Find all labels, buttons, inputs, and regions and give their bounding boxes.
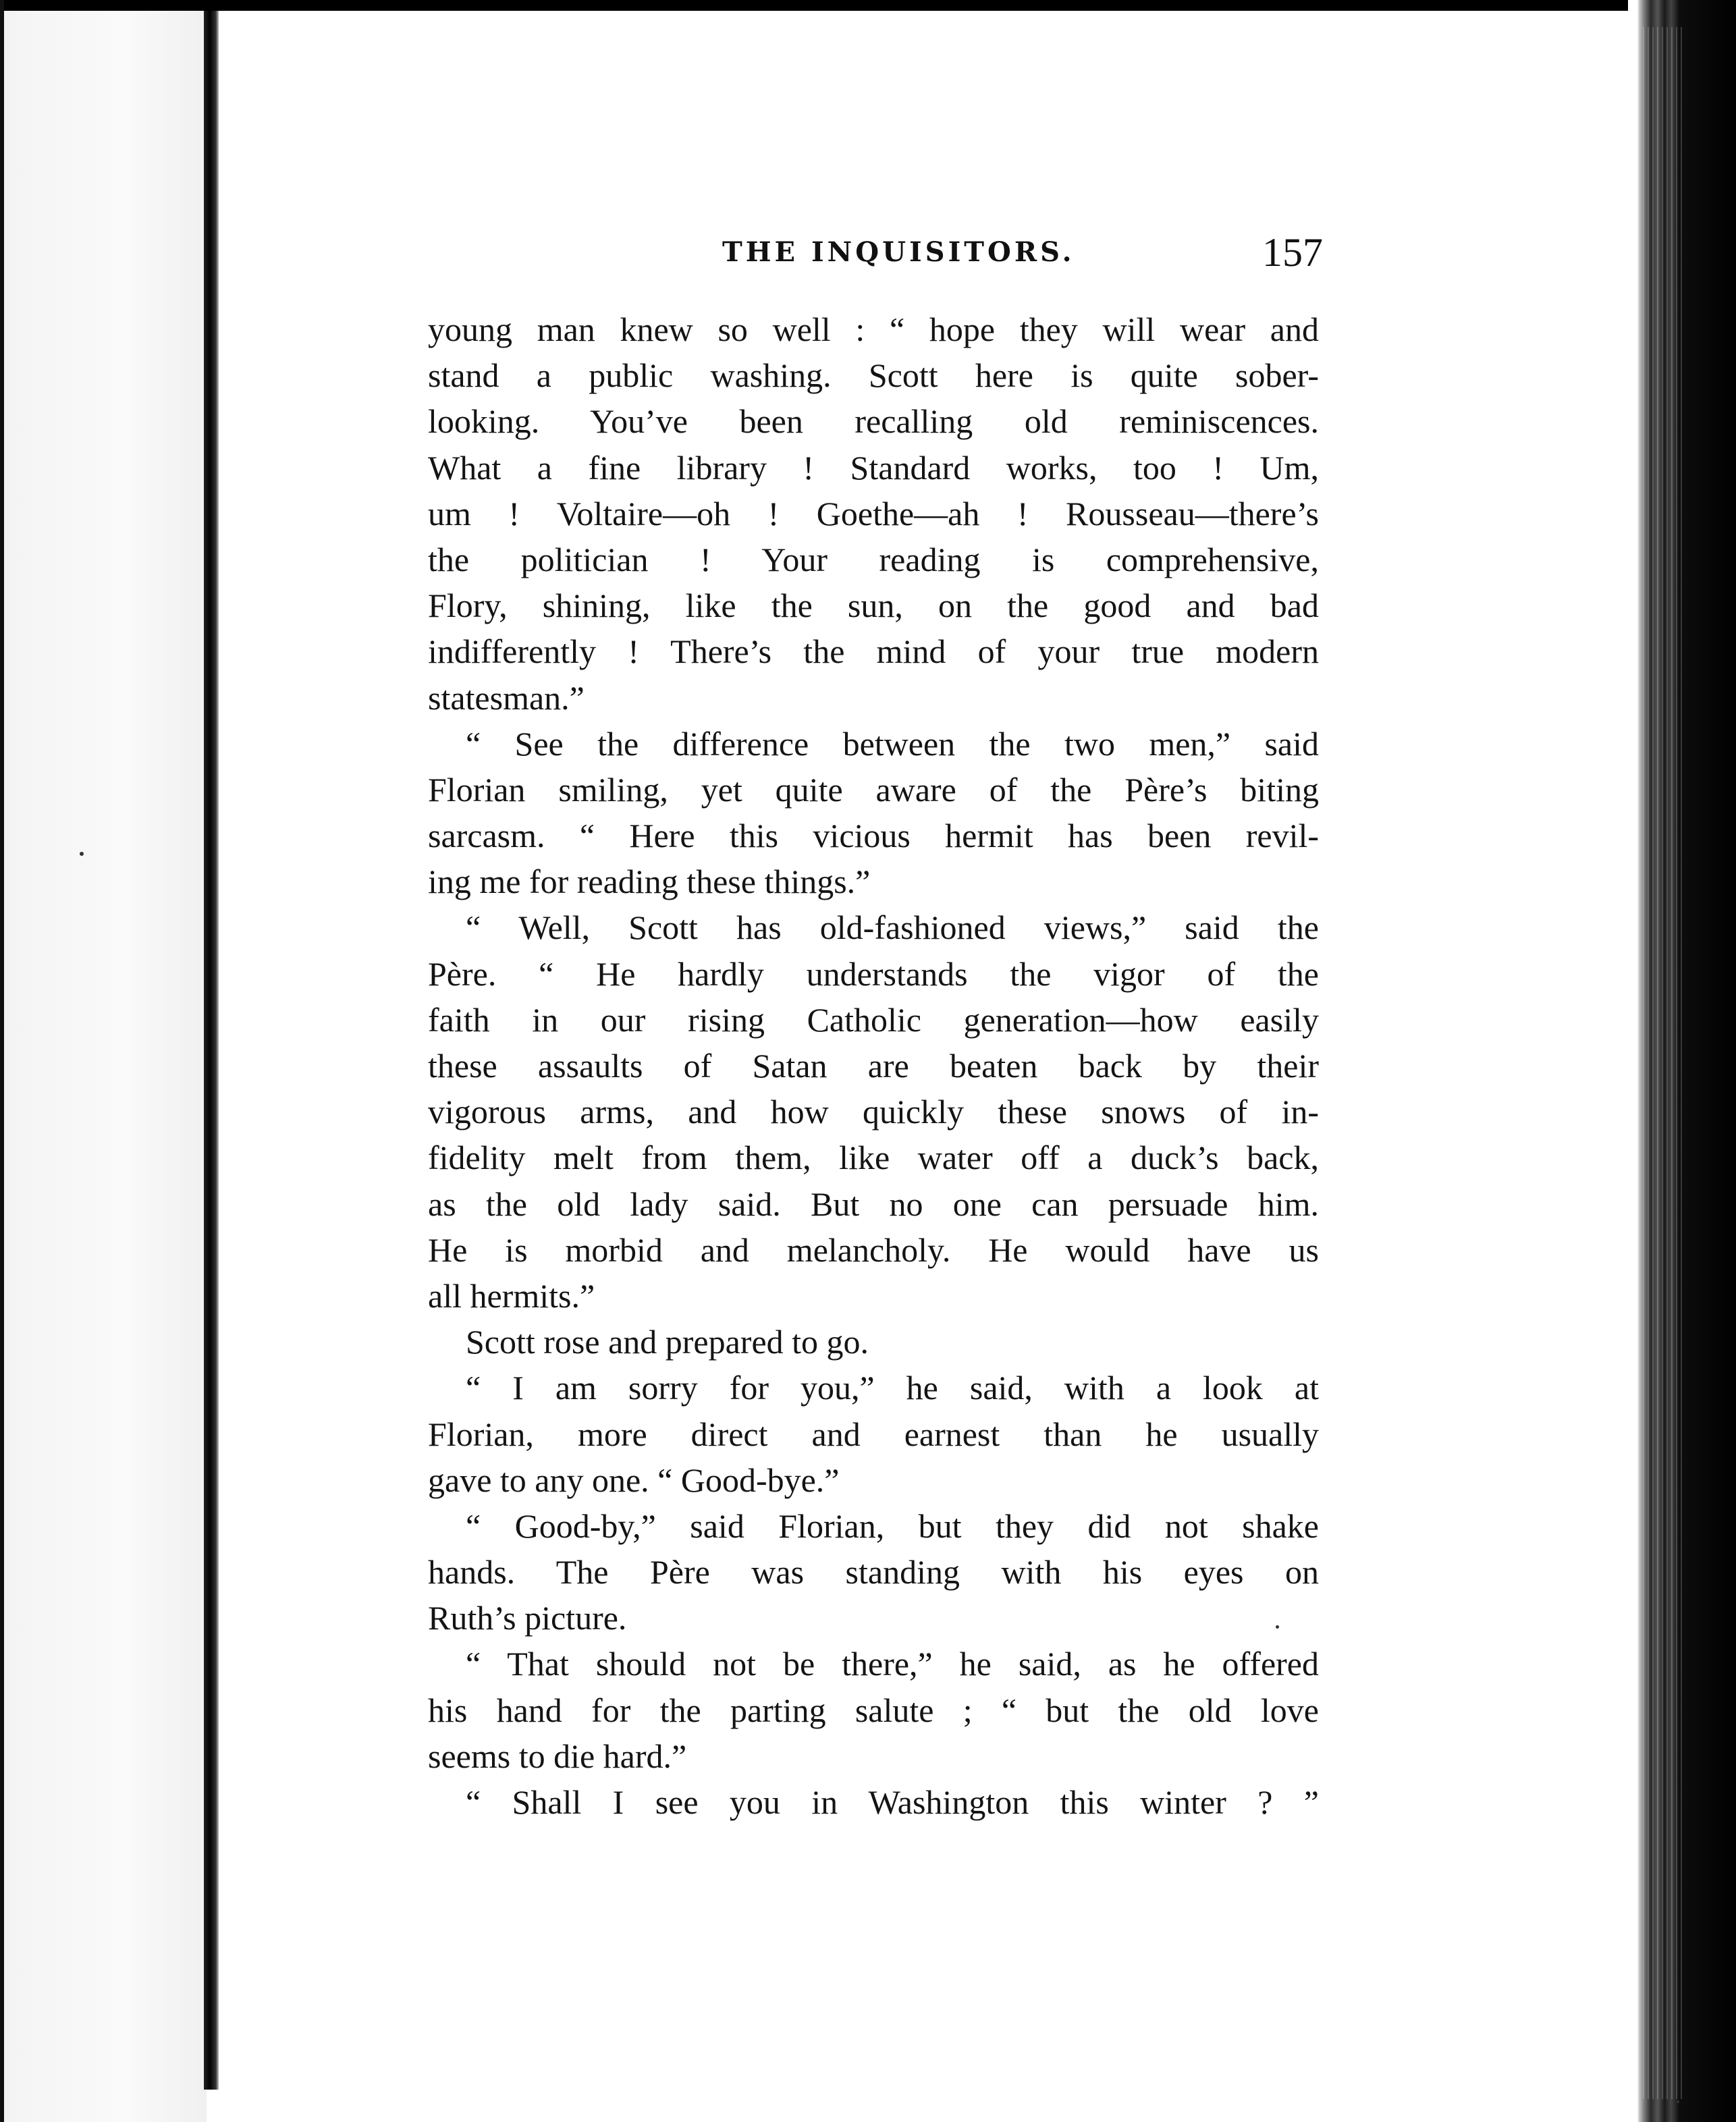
scan-speck	[1677, 2100, 1679, 2103]
book-binding-edge	[204, 11, 219, 2090]
text-line: fidelity melt from them, like water off a duck’s back,	[428, 1139, 1319, 1177]
text-line: indifferently ! There’s the mind of your true modern	[428, 632, 1319, 671]
page-number: 157	[1262, 230, 1323, 275]
text-line: seems to die hard.”	[428, 1737, 687, 1775]
scan-speck	[80, 852, 84, 856]
text-line: sarcasm. “ Here this vicious hermit has been revil-	[428, 817, 1319, 855]
text-line: gave to any one. “ Good-bye.”	[428, 1461, 840, 1499]
text-line: What a fine library ! Standard works, too ! Um,	[428, 448, 1319, 487]
text-line: “ That should not be there,” he said, as he offered	[466, 1645, 1319, 1683]
text-line: statesman.”	[428, 678, 585, 717]
text-line: Ruth’s picture.	[428, 1599, 627, 1637]
scan-top-border	[0, 0, 1736, 11]
page-stack-lines	[1643, 27, 1683, 2099]
text-line: “ Shall I see you in Washington this winter ? ”	[466, 1783, 1319, 1821]
text-line: all hermits.”	[428, 1276, 595, 1315]
facing-page-gutter	[4, 11, 207, 2122]
text-line: his hand for the parting salute ; “ but the old love	[428, 1691, 1319, 1729]
text-line: ing me for reading these things.”	[428, 863, 871, 901]
text-line: “ Good-by,” said Florian, but they did not shake	[466, 1506, 1319, 1545]
text-line: Florian smiling, yet quite aware of the Père’s biting	[428, 770, 1319, 809]
text-line: Florian, more direct and earnest than he usually	[428, 1415, 1319, 1453]
body-text	[428, 306, 1319, 1825]
text-line: young man knew so well : “ hope they will wear and	[428, 310, 1319, 348]
text-line: “ I am sorry for you,” he said, with a look at	[466, 1369, 1319, 1407]
text-line: “ See the difference between the two men,” said	[466, 724, 1319, 763]
text-line: as the old lady said. But no one can persuade him.	[428, 1185, 1319, 1223]
text-line: Scott rose and prepared to go.	[466, 1323, 869, 1361]
text-line: um ! Voltaire—oh ! Goethe—ah ! Rousseau—there’s	[428, 494, 1319, 533]
text-line: hands. The Père was standing with his eyes on	[428, 1553, 1319, 1592]
text-line: Père. “ He hardly understands the vigor of the	[428, 954, 1319, 993]
text-line: looking. You’ve been recalling old reminiscences.	[428, 402, 1319, 441]
text-line: “ Well, Scott has old-fashioned views,” said the	[466, 908, 1319, 947]
text-line: faith in our rising Catholic generation—how easily	[428, 1000, 1319, 1039]
text-line: the politician ! Your reading is comprehensive,	[428, 540, 1319, 578]
text-line: these assaults of Satan are beaten back by their	[428, 1047, 1319, 1085]
text-line: He is morbid and melancholy. He would have us	[428, 1230, 1319, 1269]
text-line: vigorous arms, and how quickly these snows of in-	[428, 1093, 1319, 1131]
text-line: Flory, shining, like the sun, on the good and bad	[428, 587, 1319, 625]
running-header: THE INQUISITORS.	[722, 236, 1075, 268]
text-line: stand a public washing. Scott here is quite sober-	[428, 356, 1319, 395]
